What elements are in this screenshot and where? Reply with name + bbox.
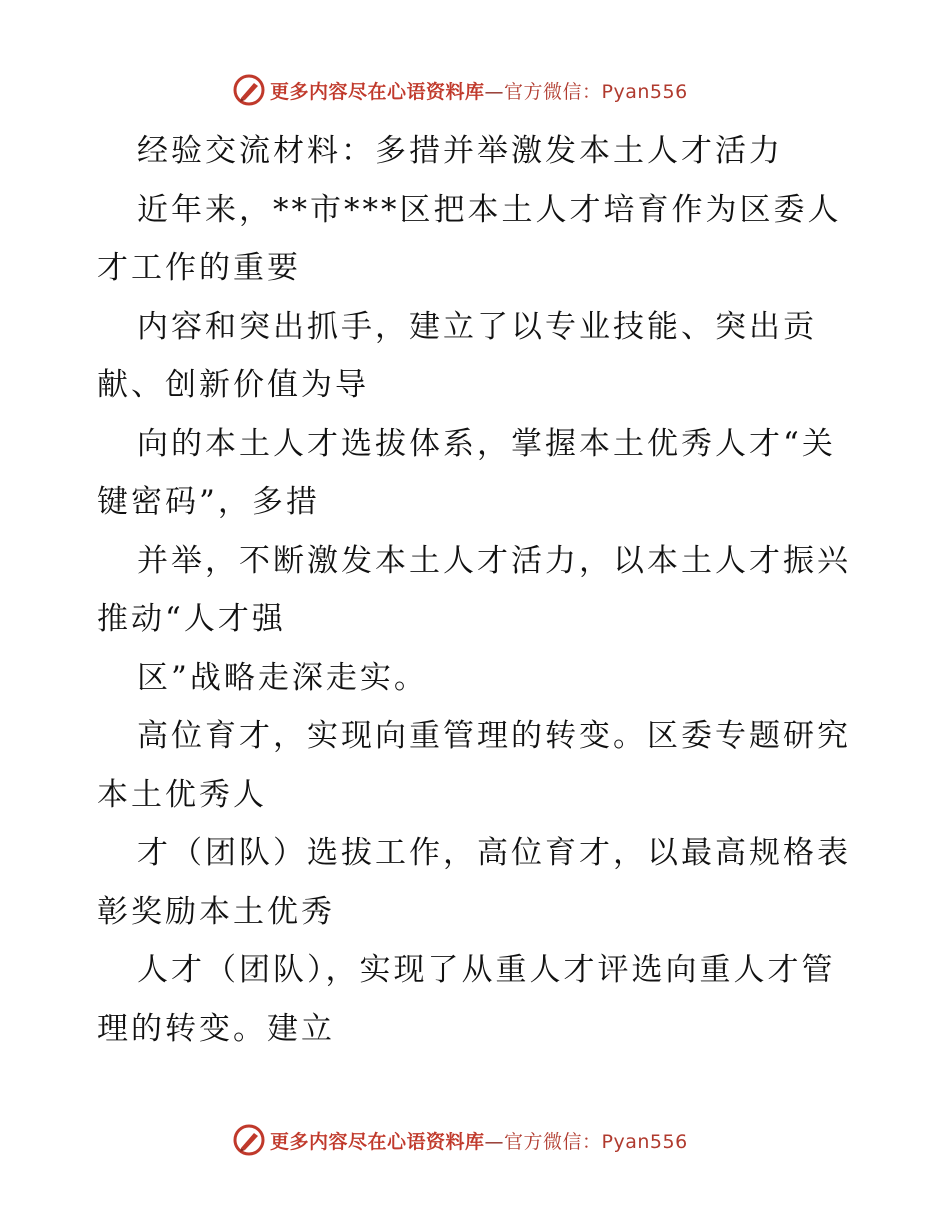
text-line: 推动“人才强 bbox=[97, 601, 286, 637]
pen-logo-icon bbox=[232, 73, 266, 107]
text-line: 才（团队）选拔工作，高位育才，以最高规格表 bbox=[137, 835, 851, 871]
text-line: 区”战略走深走实。 bbox=[137, 659, 428, 696]
watermark-separator: — bbox=[484, 80, 505, 103]
text-line: 并举，不断激发本土人才活力，以本土人才振兴 bbox=[137, 542, 851, 579]
text-line: 本土优秀人 bbox=[97, 776, 267, 813]
watermark-contact-text: 官方微信：Pyan556 bbox=[504, 1130, 688, 1153]
text-line: 向的本土人才选拔体系，掌握本土优秀人才“关 bbox=[137, 425, 836, 462]
text-line: 人才（团队），实现了从重人才评选向重人才管 bbox=[137, 952, 836, 988]
watermark-contact-text: 官方微信：Pyan556 bbox=[504, 80, 688, 103]
text-line: 彰奖励本土优秀 bbox=[97, 893, 335, 930]
footer-watermark bbox=[232, 1122, 688, 1158]
document-body bbox=[97, 122, 857, 1058]
text-line: 才工作的重要 bbox=[97, 250, 301, 286]
text-line: 高位育才，实现向重管理的转变。区委专题研究 bbox=[137, 718, 851, 754]
text-line: 理的转变。建立 bbox=[97, 1010, 335, 1047]
text-line: 键密码”，多措 bbox=[97, 484, 320, 520]
document-title: 经验交流材料：多措并举激发本土人才活力 bbox=[137, 133, 783, 169]
pen-logo-icon bbox=[232, 1123, 266, 1157]
text-line: 献、创新价值为导 bbox=[97, 367, 369, 403]
text-line: 近年来，**市***区把本土人才培育作为区委人 bbox=[137, 191, 842, 228]
header-watermark bbox=[232, 72, 688, 108]
watermark-separator: — bbox=[484, 1130, 505, 1153]
watermark-site-text: 更多内容尽在心语资料库 bbox=[270, 80, 485, 103]
watermark-site-text: 更多内容尽在心语资料库 bbox=[270, 1130, 485, 1153]
text-line: 内容和突出抓手，建立了以专业技能、突出贡 bbox=[137, 308, 817, 345]
